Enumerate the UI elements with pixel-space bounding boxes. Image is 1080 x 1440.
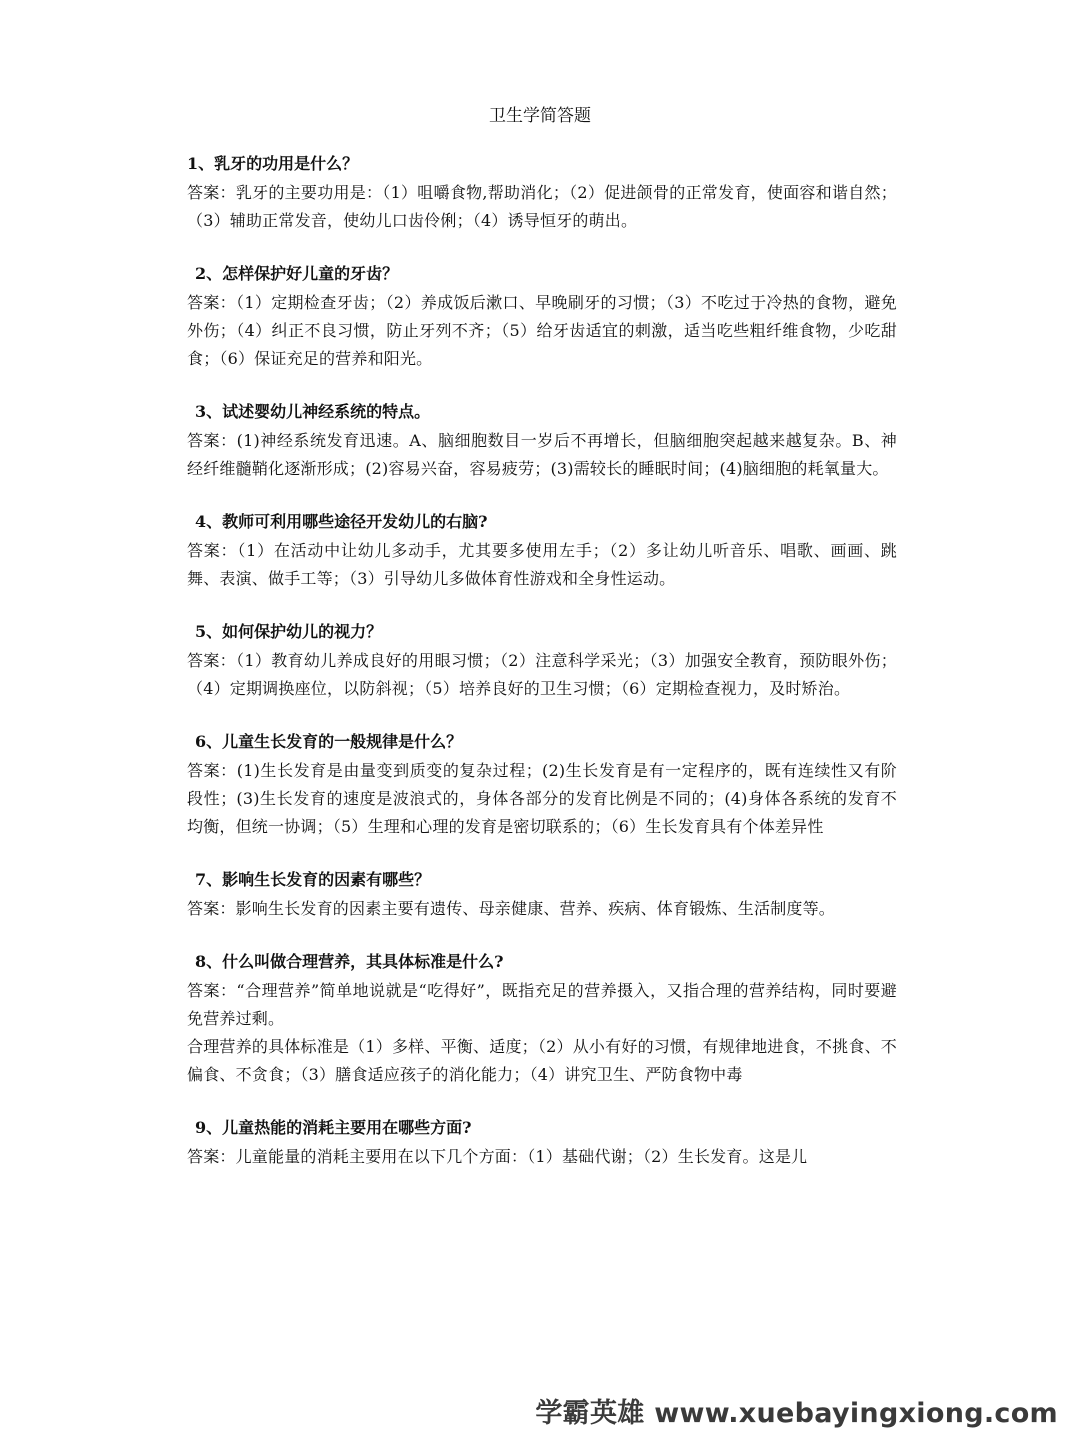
qa-list (187, 152, 897, 1198)
qa-item-2 (187, 262, 897, 373)
site-watermark: 学霸英雄 www.xuebayingxiong.com (535, 1398, 1058, 1429)
qa-item-3 (187, 400, 897, 483)
qa-item-8 (187, 950, 897, 1089)
question-7: 7、影响生长发育的因素有哪些？ (195, 870, 431, 889)
qa-item-4 (187, 510, 897, 593)
answer-7: 答案：影响生长发育的因素主要有遗传、母亲健康、营养、疾病、体育锻炼、生活制度等。 (187, 899, 836, 918)
qa-item-5 (187, 620, 897, 703)
question-8: 8、什么叫做合理营养，其具体标准是什么? (195, 952, 504, 971)
question-1: 1、乳牙的功用是什么？ (187, 154, 359, 173)
question-4: 4、教师可利用哪些途径开发幼儿的右脑? (195, 512, 488, 531)
answer-8-part-1: 答案：“合理营养”简单地说就是“吃得好”，既指充足的营养摄入，又指合理的营养结构，同时要避免营养过剩。 (187, 981, 897, 1028)
qa-item-7 (187, 868, 897, 923)
answer-2: 答案：（1）定期检查牙齿；（2）养成饭后漱口、早晚刷牙的习惯；（3）不吃过于冷热的食物，避免外伤；（4）纠正不良习惯，防止牙列不齐；（5）给牙齿适宜的刺激，适当吃些粗纤维食物，少吃甜食；（6）保证充足的营养和阳光。 (187, 293, 897, 368)
answer-4: 答案：（1）在活动中让幼儿多动手，尤其要多使用左手；（2）多让幼儿听音乐、唱歌、画画、跳舞、表演、做手工等；（3）引导幼儿多做体育性游戏和全身性运动。 (187, 541, 897, 588)
qa-item-9 (187, 1116, 897, 1171)
answer-9: 答案：儿童能量的消耗主要用在以下几个方面：（1）基础代谢；（2）生长发育。这是儿 (187, 1147, 808, 1166)
qa-item-6 (187, 730, 897, 841)
question-5: 5、如何保护幼儿的视力？ (195, 622, 383, 641)
answer-3: 答案：(1)神经系统发育迅速。A、脑细胞数目一岁后不再增长，但脑细胞突起越来越复杂。B、神经纤维髓鞘化逐渐形成；(2)容易兴奋，容易疲劳；(3)需较长的睡眠时间；(4)脑细胞的耗氧量大。 (187, 431, 897, 478)
answer-1: 答案：乳牙的主要功用是：（1）咀嚼食物,帮助消化；（2）促进颌骨的正常发育，使面容和谐自然；（3）辅助正常发音，使幼儿口齿伶俐；（4）诱导恒牙的萌出。 (187, 183, 897, 230)
answer-8-part-2: 合理营养的具体标准是（1）多样、平衡、适度；（2）从小有好的习惯，有规律地进食，不挑食、不偏食、不贪食；（3）膳食适应孩子的消化能力；（4）讲究卫生、严防食物中毒 (187, 1037, 897, 1084)
question-3: 3、试述婴幼儿神经系统的特点。 (195, 402, 431, 421)
question-9: 9、儿童热能的消耗主要用在哪些方面? (195, 1118, 472, 1137)
qa-item-1 (187, 152, 897, 235)
answer-5: 答案：（1）教育幼儿养成良好的用眼习惯；（2）注意科学采光；（3）加强安全教育，预防眼外伤；（4）定期调换座位，以防斜视；（5）培养良好的卫生习惯；（6）定期检查视力，及时矫治。 (187, 651, 897, 698)
question-6: 6、儿童生长发育的一般规律是什么？ (195, 732, 463, 751)
question-2: 2、怎样保护好儿童的牙齿？ (195, 264, 399, 283)
page-title: 卫生学简答题 (489, 106, 591, 126)
answer-6: 答案：(1)生长发育是由量变到质变的复杂过程；(2)生长发育是有一定程序的，既有连续性又有阶段性；(3)生长发育的速度是波浪式的，身体各部分的发育比例是不同的；(4)身体各系统的发育不均衡，但统一协调；（5）生理和心理的发育是密切联系的；（6）生长发育具有个体差异性 (187, 761, 897, 836)
